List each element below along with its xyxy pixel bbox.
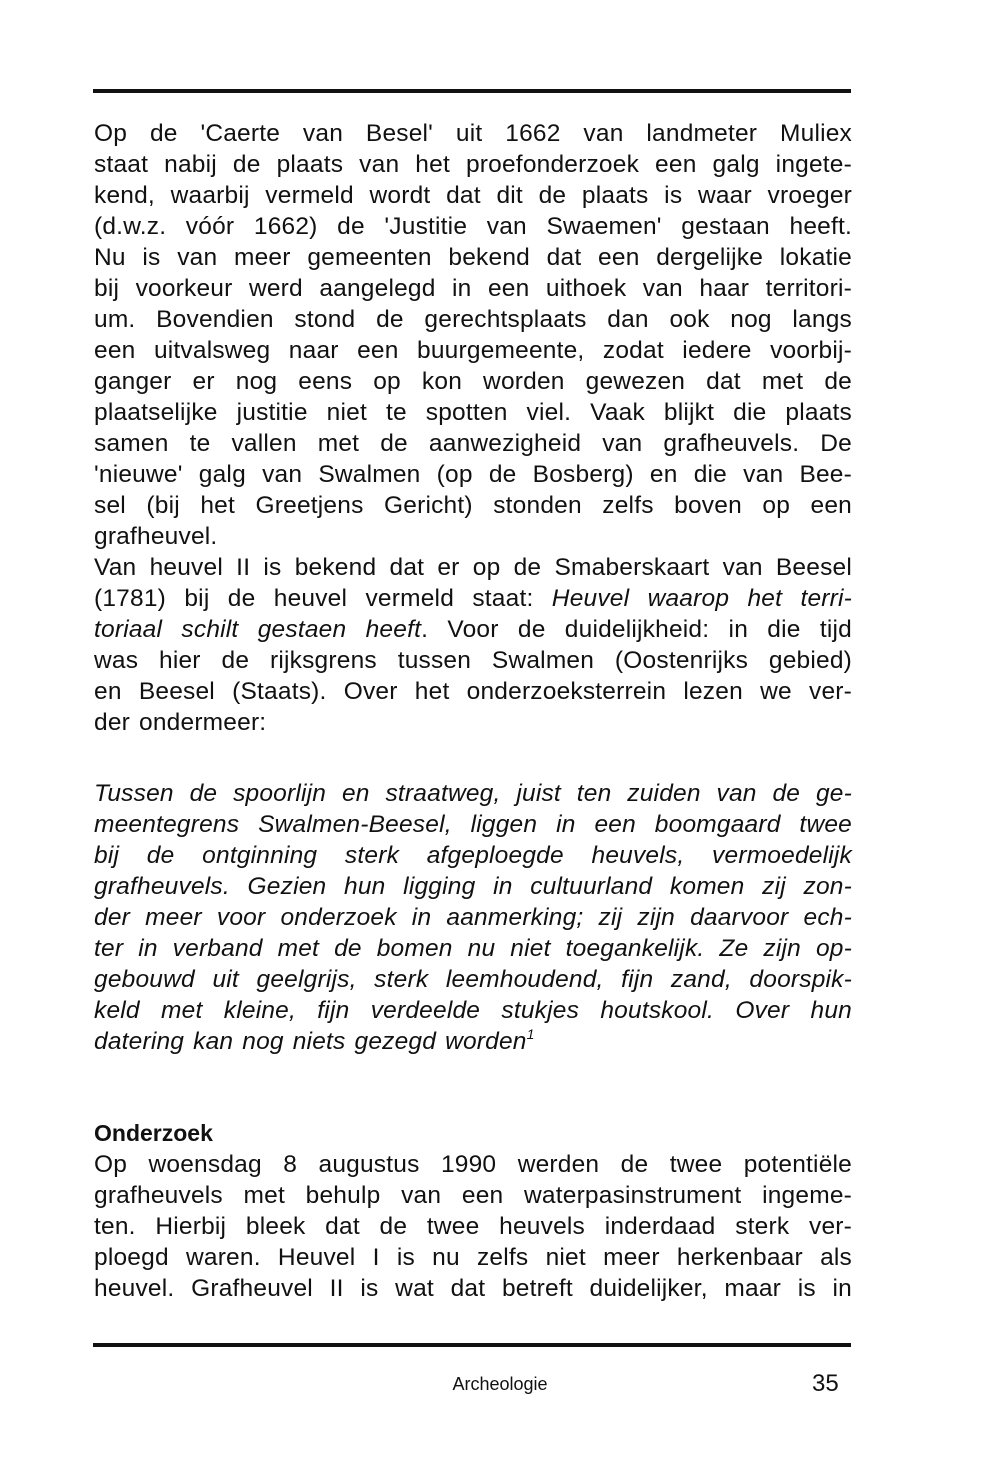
quote-line: der meer voor onderzoek in aanmerking; zij zijn daarvoor ech-	[94, 904, 852, 931]
quote-line: ter in verband met de bomen nu niet toegankelijk. Ze zijn op-	[94, 935, 852, 962]
quote-last-text: datering kan nog niets gezegd worden	[94, 1028, 527, 1055]
text-line: Nu is van meer gemeenten bekend dat een dergelijke lokatie	[94, 244, 852, 271]
quote-line: grafheuvels. Gezien hun ligging in cultuurland komen zij zon-	[94, 873, 852, 900]
plain-text: . Voor de duidelijkheid: in die tijd	[421, 616, 853, 643]
bottom-rule	[93, 1343, 851, 1347]
text-line: heuvel. Grafheuvel II is wat dat betreft duidelijker, maar is in	[94, 1275, 852, 1302]
running-footer-title: Archeologie	[452, 1374, 548, 1394]
quote-line	[94, 1026, 852, 1057]
text-line: plaatselijke justitie niet te spotten viel. Vaak blijkt die plaats	[94, 399, 852, 426]
quote-line: gebouwd uit geelgrijs, sterk leemhoudend, fijn zand, doorspik-	[94, 966, 852, 993]
text-line: een uitvalsweg naar een buurgemeente, zodat iedere voorbij-	[94, 337, 852, 364]
quote-line: bij de ontginning sterk afgeploegde heuvels, vermoedelijk	[94, 842, 852, 869]
text-line: was hier de rijksgrens tussen Swalmen (Oostenrijks gebied)	[94, 647, 852, 674]
block-quote	[94, 778, 852, 1057]
italic-citation: Heuvel waarop het terri-	[551, 585, 852, 612]
text-line: kend, waarbij vermeld wordt dat dit de plaats is waar vroeger	[94, 182, 852, 209]
footnote-marker: 1	[526, 1026, 535, 1042]
text-line: Op woensdag 8 augustus 1990 werden de twee potentiële	[94, 1151, 852, 1178]
text-line: ploegd waren. Heuvel I is nu zelfs niet meer herkenbaar als	[94, 1244, 852, 1271]
text-line: (d.w.z. vóór 1662) de 'Justitie van Swaemen' gestaan heeft.	[94, 213, 852, 240]
text-line: Op de 'Caerte van Besel' uit 1662 van landmeter Muliex	[94, 120, 852, 147]
quote-line: meentegrens Swalmen-Beesel, liggen in een boomgaard twee	[94, 811, 852, 838]
quote-line: Tussen de spoorlijn en straatweg, juist ten zuiden van de ge-	[94, 780, 852, 807]
text-line	[94, 583, 852, 614]
top-rule	[93, 89, 851, 93]
text-line: sel (bij het Greetjens Gericht) stonden zelfs boven op een	[94, 492, 852, 519]
text-line: en Beesel (Staats). Over het onderzoeksterrein lezen we ver-	[94, 678, 852, 705]
text-line: grafheuvel.	[94, 523, 218, 550]
text-line: um. Bovendien stond de gerechtsplaats dan ook nog langs	[94, 306, 852, 333]
section-onderzoek	[94, 1118, 852, 1304]
section-heading: Onderzoek	[94, 1120, 213, 1146]
text-line: samen te vallen met de aanwezigheid van grafheuvels. De	[94, 430, 852, 457]
text-line: grafheuvels met behulp van een waterpasinstrument ingeme-	[94, 1182, 852, 1209]
page-number: 35	[812, 1370, 839, 1397]
text-line	[94, 614, 852, 645]
plain-text: (1781) bij de heuvel vermeld staat:	[94, 585, 552, 612]
italic-citation: toriaal schilt gestaen heeft	[94, 616, 422, 643]
text-line: 'nieuwe' galg van Swalmen (op de Bosberg) en die van Bee-	[94, 461, 852, 488]
text-line: Van heuvel II is bekend dat er op de Smaberskaart van Beesel	[94, 554, 852, 581]
text-line: der ondermeer:	[94, 709, 267, 736]
text-line: staat nabij de plaats van het proefonderzoek een galg ingete-	[94, 151, 852, 178]
text-line: ten. Hierbij bleek dat de twee heuvels inderdaad sterk ver-	[94, 1213, 852, 1240]
text-line: bij voorkeur werd aangelegd in een uithoek van haar territori-	[94, 275, 852, 302]
paragraph-1	[94, 118, 852, 738]
quote-line: keld met kleine, fijn verdeelde stukjes houtskool. Over hun	[94, 997, 852, 1024]
text-line: ganger er nog eens op kon worden gewezen dat met de	[94, 368, 852, 395]
